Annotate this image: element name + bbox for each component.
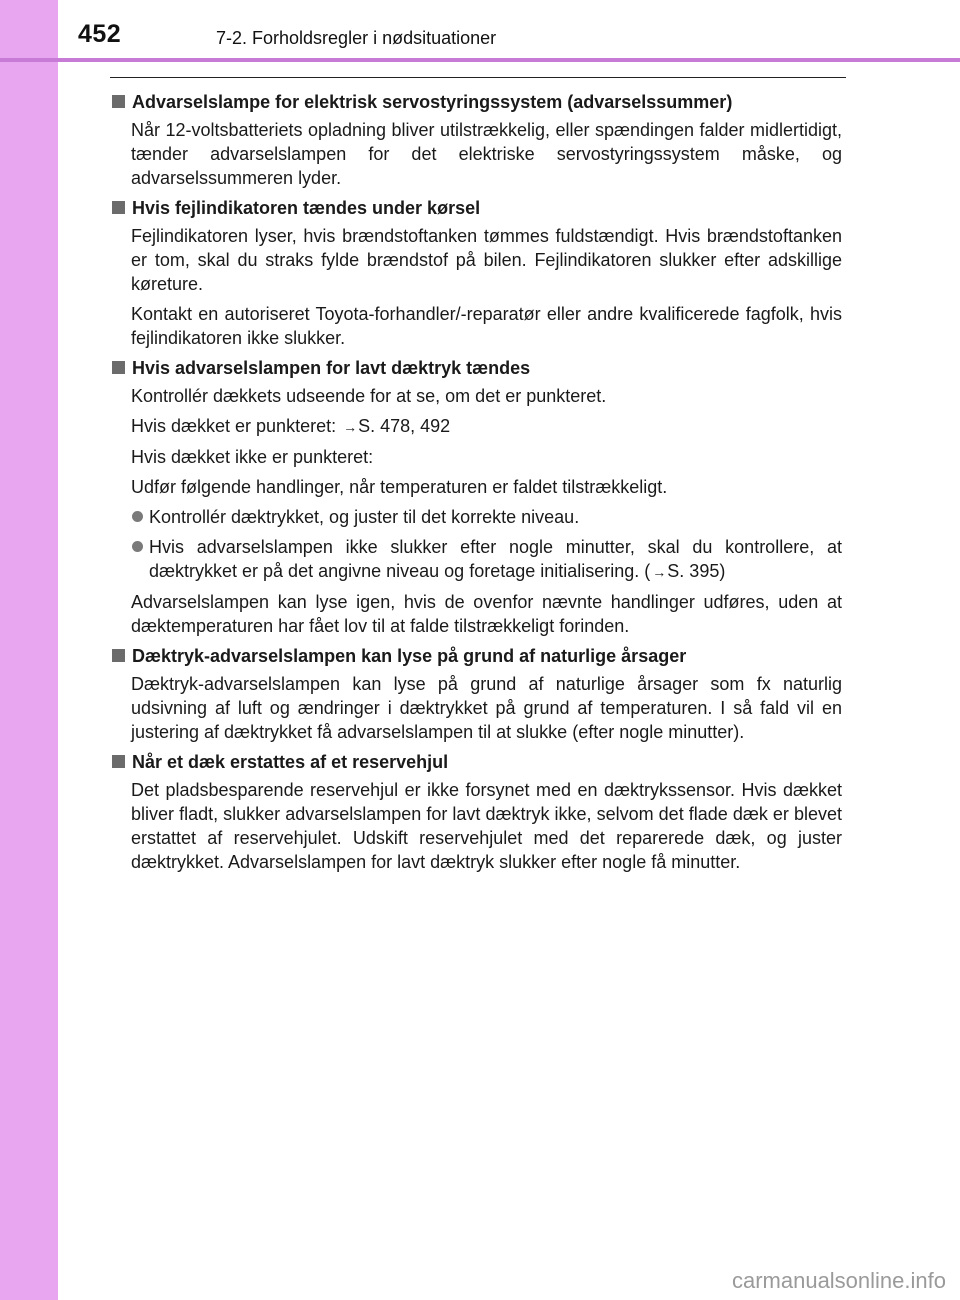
page-header bbox=[58, 0, 960, 60]
watermark[interactable]: carmanualsonline.info bbox=[731, 1268, 946, 1293]
paragraph: Hvis dækket ikke er punkteret: bbox=[131, 447, 374, 467]
section-heading bbox=[110, 90, 842, 114]
circle-bullet-icon bbox=[132, 511, 143, 522]
square-bullet-icon bbox=[112, 201, 125, 214]
list-item bbox=[131, 505, 842, 529]
paragraph: Dæktryk-advarselslampen kan lyse på grund af naturlige årsager som fx naturlig udsivning af luft og ændringer i dæktrykket på grund af temperaturen. I så fald vil en justering af dæktrykket få advarselslampen til at slukke (efter nogle minutter). bbox=[131, 674, 842, 742]
section-heading-text: Når et dæk erstattes af et reservehjul bbox=[132, 752, 449, 772]
header-divider-bar bbox=[0, 58, 960, 62]
paragraph: Det pladsbesparende reservehjul er ikke forsynet med en dæktrykssensor. Hvis dækket bliver fladt, slukker advarselslampen for lavt dæktryk ikke, selvom det flade dæk er blevet erstattet af reservehjulet. Udskift reservehjulet med det reparerede dæk, og juster dæktrykket. Advarselslampen for lavt dæktryk slukker efter nogle få minutter. bbox=[131, 780, 842, 872]
section-natural-causes bbox=[110, 644, 842, 744]
section-malfunction-indicator bbox=[110, 196, 842, 350]
reference-prefix: Hvis dækket er punkteret: bbox=[131, 416, 342, 436]
paragraph: Kontrollér dækkets udseende for at se, om det er punkteret. bbox=[131, 386, 607, 406]
paragraph: Udfør følgende handlinger, når temperaturen er faldet tilstrækkeligt. bbox=[131, 477, 668, 497]
section-heading bbox=[110, 750, 842, 774]
page-number: 452 bbox=[78, 20, 122, 48]
section-heading-text: Hvis advarselslampen for lavt dæktryk tændes bbox=[132, 358, 531, 378]
paragraph-with-reference bbox=[131, 414, 842, 439]
section-heading-text: Advarselslampe for elektrisk servostyringssystem (advarselssummer) bbox=[132, 92, 733, 112]
list-item bbox=[131, 535, 842, 584]
section-spare-tire bbox=[110, 750, 842, 874]
square-bullet-icon bbox=[112, 755, 125, 768]
page-content bbox=[110, 90, 842, 880]
page-reference-link[interactable]: S. 395) bbox=[667, 561, 726, 581]
section-heading-text: Dæktryk-advarselslampen kan lyse på grund af naturlige årsager bbox=[132, 646, 687, 666]
section-heading bbox=[110, 356, 842, 380]
paragraph: Kontakt en autoriseret Toyota-forhandler/-reparatør eller andre kvalificerede fagfolk, hvis fejlindikatoren ikke slukker. bbox=[131, 304, 842, 348]
section-heading bbox=[110, 196, 842, 220]
chapter-title: 7-2. Forholdsregler i nødsituationer bbox=[216, 28, 497, 48]
section-tire-pressure-warning bbox=[110, 356, 842, 638]
top-rule-divider bbox=[110, 77, 846, 78]
paragraph: Når 12-voltsbatteriets opladning bliver utilstrækkelig, eller spændingen falder midlertidigt, tænder advarselslampen for det elektriske servostyringssystem måske, og advarselssummeren lyder. bbox=[131, 120, 842, 188]
paragraph: Advarselslampen kan lyse igen, hvis de ovenfor nævnte handlinger udføres, uden at dæktemperaturen har fået lov til at falde tilstrækkeligt forinden. bbox=[131, 592, 842, 636]
square-bullet-icon bbox=[112, 361, 125, 374]
square-bullet-icon bbox=[112, 95, 125, 108]
circle-bullet-icon bbox=[132, 541, 143, 552]
section-heading bbox=[110, 644, 842, 668]
paragraph: Fejlindikatoren lyser, hvis brændstoftanken tømmes fuldstændigt. Hvis brændstoftanken er tom, skal du straks fylde brændstof på bilen. Fejlindikatoren slukker efter adskillige køreture. bbox=[131, 226, 842, 294]
section-heading-text: Hvis fejlindikatoren tændes under kørsel bbox=[132, 198, 481, 218]
list-item-text bbox=[149, 535, 842, 584]
square-bullet-icon bbox=[112, 649, 125, 662]
list-item-text: Kontrollér dæktrykket, og juster til det korrekte niveau. bbox=[149, 507, 580, 527]
arrow-right-icon: → bbox=[343, 419, 358, 435]
section-servo-warning bbox=[110, 90, 842, 190]
arrow-right-icon: → bbox=[652, 564, 667, 580]
list-item-text-body: Hvis advarselslampen ikke slukker efter nogle minutter, skal du kontrollere, at dæktrykket er på det angivne niveau og foretage initialisering. ( bbox=[149, 537, 842, 581]
page-reference-link[interactable]: S. 478, 492 bbox=[358, 416, 451, 436]
chapter-sidebar-tab bbox=[0, 0, 58, 1300]
